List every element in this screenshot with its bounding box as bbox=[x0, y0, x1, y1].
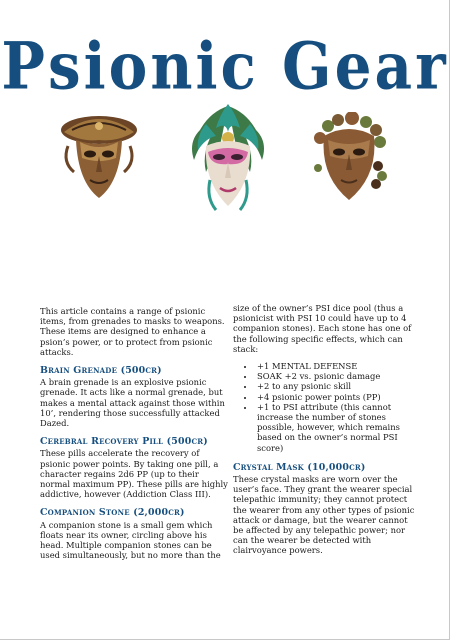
right-column bbox=[233, 303, 415, 563]
list-item: • +2 to any psionic skill bbox=[255, 381, 415, 391]
companion-stone-text-continued: size of the owner’s PSI dice pool (thus a psionicist with PSI 10 could have up to 4 companion stones). Each stone has one of the following specific effects, which can stack: bbox=[233, 303, 412, 354]
list-item: • +1 to PSI attribute (this cannot increase the number of stones possible, however, which remains based on the owner’s normal PSI score) bbox=[255, 402, 415, 453]
list-item: • +4 psionic power points (PP) bbox=[255, 392, 415, 402]
crystal-mask-text: These crystal masks are worn over the user’s face. They grant the wearer special telepathic immunity; they cannot protect the wearer from any other types of psionic attack or damage, but the wearer cannot be affected by any telepathic power; nor can the wearer be detected with clairvoyance powers. bbox=[233, 474, 415, 556]
mask-illustrations bbox=[0, 112, 450, 217]
cerebral-pill-heading: Cerebral Recovery Pill (500cr) bbox=[40, 436, 208, 448]
intro-paragraph: This article contains a range of psionic items, from grenades to masks to weapons. These items are designed to enhance a psion’s power, or to protect from psionic attacks. bbox=[40, 306, 225, 357]
companion-stone-heading: Companion Stone (2,000cr) bbox=[40, 507, 185, 519]
crystal-mask-heading: Crystal Mask (10,000cr) bbox=[233, 461, 366, 473]
companion-stone-effects-list bbox=[233, 361, 415, 453]
page-title: Psionic Gear bbox=[1, 27, 449, 105]
brain-grenade-heading: Brain Grenade (500cr) bbox=[40, 365, 162, 377]
feathered-mask-illustration bbox=[180, 102, 276, 218]
list-item: • SOAK +2 vs. psionic damage bbox=[255, 371, 415, 381]
left-column bbox=[40, 306, 228, 567]
list-item: • +1 MENTAL DEFENSE bbox=[255, 361, 415, 371]
cerebral-pill-text: These pills accelerate the recovery of psionic power points. By taking one pill, a character regains 2d6 PP (up to their normal maximum PP). These pills are highly addictive, however (Addiction Class III). bbox=[40, 448, 228, 500]
companion-stone-text: A companion stone is a small gem which floats near its owner, circling above his head. Multiple companion stones can be used simultaneously, but no more than the bbox=[40, 519, 221, 561]
brain-grenade-text: A brain grenade is an explosive psionic grenade. It acts like a normal grenade, but makes a mental attack against those within 10’, rendering those successfully attacked Dazed. bbox=[40, 377, 225, 429]
pirate-mask-illustration bbox=[58, 112, 140, 204]
grape-mask-illustration bbox=[308, 112, 390, 208]
